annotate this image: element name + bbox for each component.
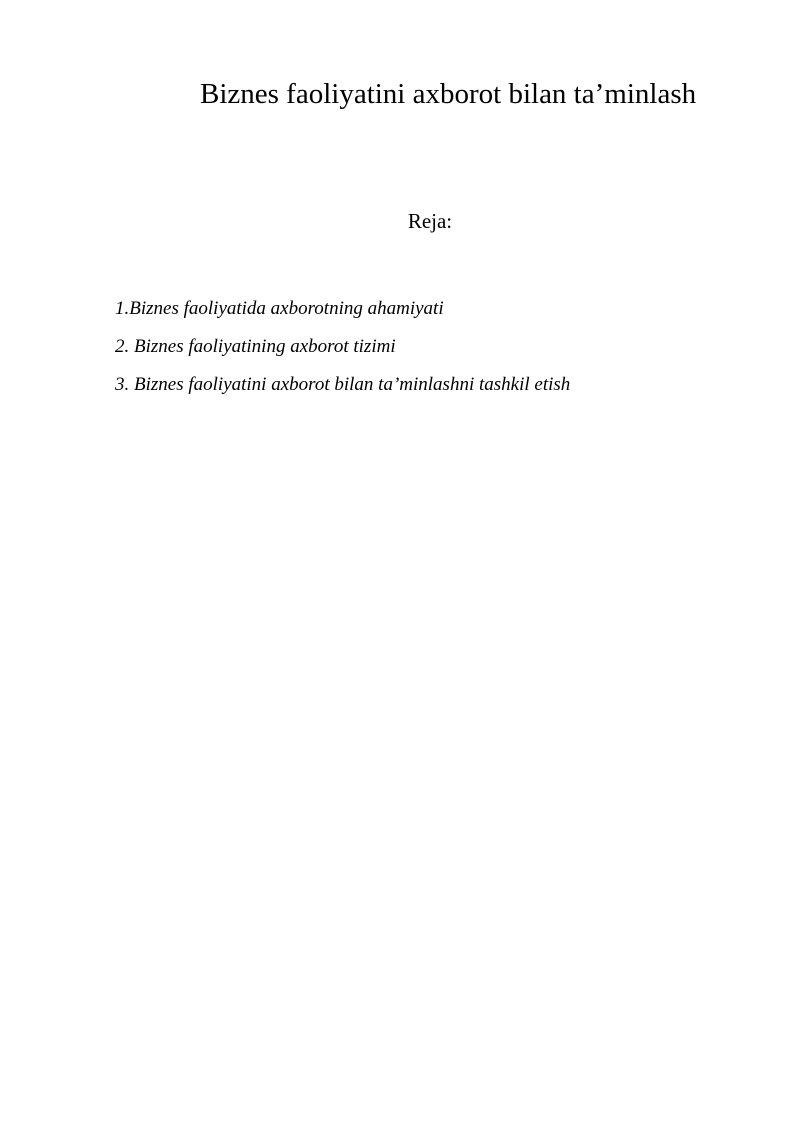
plan-list: [115, 290, 570, 404]
plan-heading: Reja:: [407, 209, 453, 233]
plan-item-3: 3. Biznes faoliyatini axborot bilan ta’minlashni tashkil etish: [115, 374, 571, 395]
document-title: Biznes faoliyatini axborot bilan ta’minlash: [200, 78, 697, 110]
plan-item-1: 1.Biznes faoliyatida axborotning ahamiyati: [115, 298, 444, 319]
plan-item-2: 2. Biznes faoliyatining axborot tizimi: [115, 336, 396, 357]
